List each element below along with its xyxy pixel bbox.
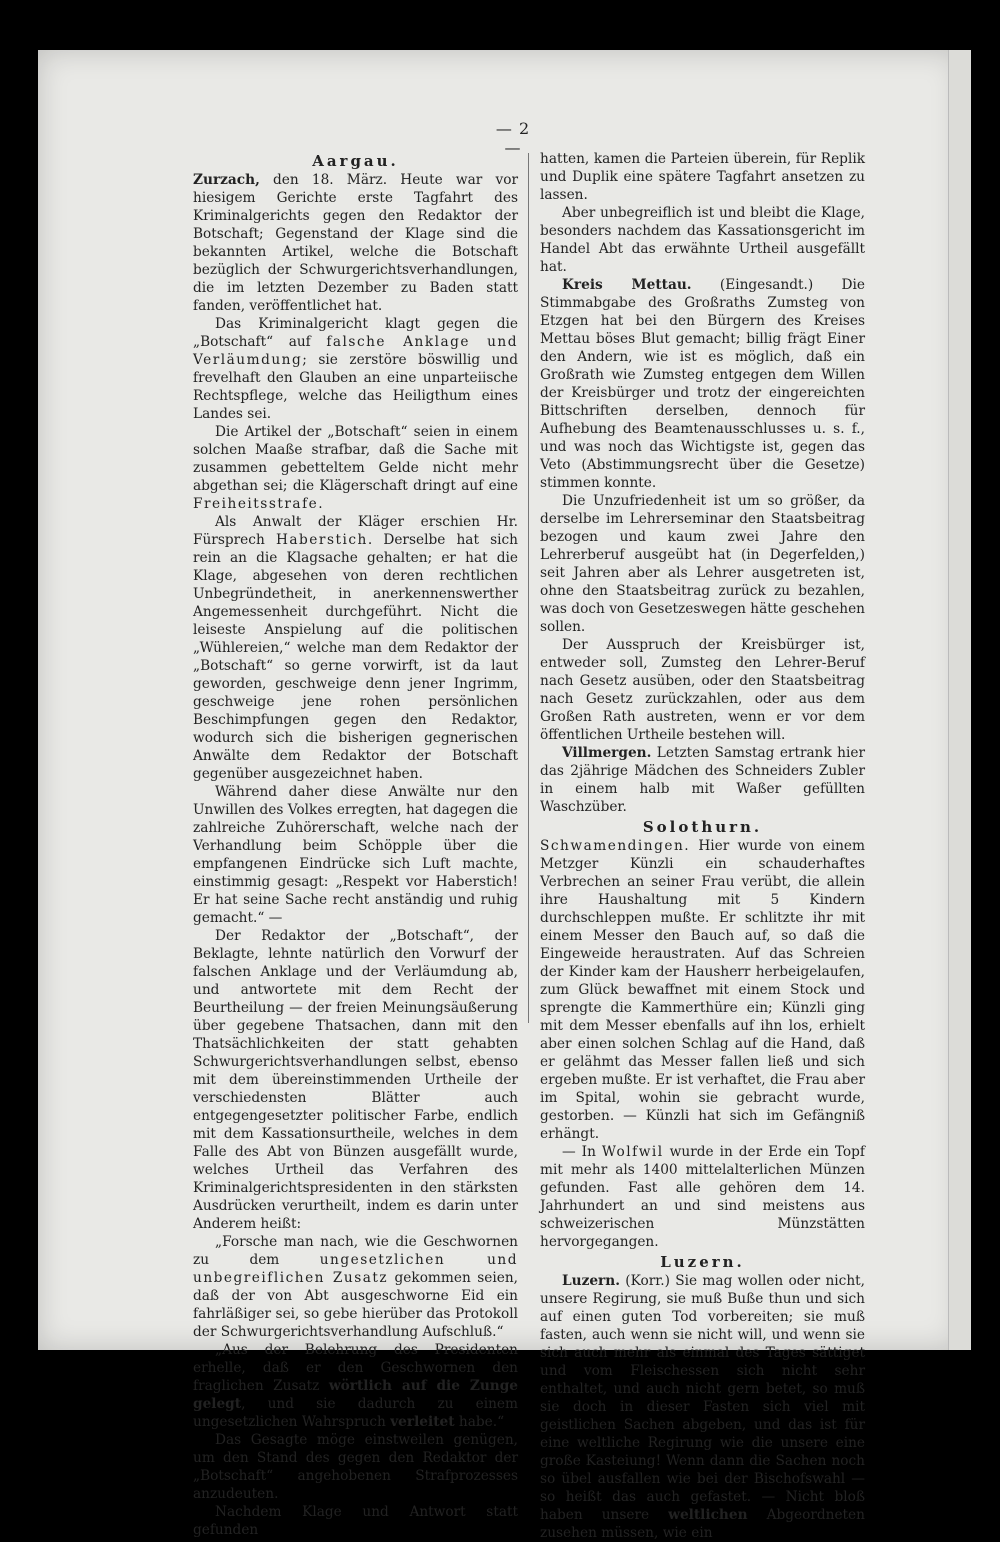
paragraph: Das Kriminalgericht klagt gegen die „Botschaft“ auf falsche Anklage und Verläumdung; sie zerstöre böswillig und frevelhaft den Glauben an eine unparteiische Rechtspflege, welche das Heiligthum eines Landes sei.	[193, 316, 518, 422]
paragraph: Während daher diese Anwälte nur den Unwillen des Volkes erregten, hat dagegen die zahlreiche Zuhörerschaft, welche nach der Verhandlung beim Schöpple über die empfangenen Eindrücke sich Luft machte, einstimmig gesagt: „Respekt vor Haberstich! Er hat seine Sache recht anständig und ruhig gemacht.“ —	[193, 784, 518, 926]
place-luzern: Luzern.	[562, 1273, 620, 1289]
article-kreis-mettau: Kreis Mettau. (Eingesandt.) Die Stimmabgabe des Großraths Zumsteg von Etzgen hat bei den Bürgern des Kreises Mettau böses Blut gemacht; billig frägt Einer den Andern, wie ist es möglich, daß ein Großrath wie Zumsteg entgegen dem Willen der Kreisbürger und trotz der eingereichten Bittschriften derselben, dennoch für Aufhebung des Beamtenausschlusses u. s. f., und was noch das Wichtigste ist, gegen das Veto (Abstimmungsrecht über die Gesetze) stimmen konnte.	[540, 277, 866, 491]
page-number: — 2 —	[495, 119, 531, 157]
article-villmergen: Villmergen. Letzten Samstag ertrank hier das 2jährige Mädchen des Schneiders Zubler in einem halb mit Waßer gefüllten Waschzüber.	[540, 745, 865, 815]
quote-paragraph: „Aus der Belehrung des Presidenten erhelle, daß er den Geschwornen den fraglichen Zusatz wörtlich auf die Zunge gelegt, und sie dadurch zu einem ungesetzlichen Wahrspruch verleitet habe.“	[193, 1342, 519, 1430]
left-column	[193, 150, 518, 1539]
heading-solothurn: Solothurn.	[642, 818, 763, 836]
place-zurzach: Zurzach,	[193, 172, 260, 188]
article-zurzach: Zurzach, den 18. März. Heute war vor hiesigem Gerichte erste Tagfahrt des Kriminalgerichts gegen den Redaktor der Botschaft; Gegenstand der Klage sind die bekannten Artikel, welche die Botschaft bezüglich der Schwurgerichtsverhandlungen, die im letzten Dezember zu Baden statt fanden, veröffentlichet hat.	[193, 172, 518, 314]
paragraph: Das Gesagte möge einstweilen genügen, um den Stand des gegen den Redaktor der „Botschaft“ angehobenen Strafprozesses anzudeuten.	[193, 1432, 518, 1502]
paragraph: hatten, kamen die Parteien überein, für Replik und Duplik eine spätere Tagfahrt ansetzen zu lassen.	[540, 151, 865, 203]
paragraph: Nachdem Klage und Antwort statt gefunden	[193, 1504, 518, 1538]
heading-aargau: Aargau.	[312, 152, 399, 170]
place-schwamendingen: Schwamendingen.	[540, 838, 691, 854]
article-luzern: Luzern. (Korr.) Sie mag wollen oder nicht, unsere Regirung, sie muß Buße thun und sich auf einen guten Tod vorbereiten; sie muß fasten, auch wenn sie nicht will, und wenn sie sich auch mehr als einmal des Tages sättiget und vom Fleischessen sich nicht sehr enthaltet, und auch nicht gern betet, so muß sie doch in dieser Fasten sich viel mit geistlichen Sachen abgeben, und das ist für eine weltliche Regirung wie die unsere eine große Kasteiung! Wenn dann die Sachen noch so übel ausfallen wie bei der Bischofswahl — so heißt das auch gefastet. — Nicht bloß haben unsere weltlichen Abgeordneten zusehen müssen, wie ein	[540, 1273, 865, 1541]
quote-paragraph: „Forsche man nach, wie die Geschwornen zu dem ungesetzlichen und unbegreiflichen Zusatz gekommen seien, daß der von Abt ausgeschworne Eid ein fahrläßiger sei, so gebe hierüber das Protokoll der Schwurgerichtsverhandlung Aufschluß.“	[193, 1234, 518, 1340]
paragraph: Als Anwalt der Kläger erschien Hr. Fürsprech Haberstich. Derselbe hat sich rein an die Klagsache gehalten; er hat die Klage, abgesehen von deren rechtlichen Unbegründetheit, in anerkennenswerther Angemessenheit durchgeführt. Nicht die leiseste Anspielung auf die politischen „Wühlereien,“ welche man dem Redaktor der „Botschaft“ so gerne vorwirft, ist da laut geworden, geschweige denn jener Ingrimm, geschweige jene rohen persönlichen Beschimpfungen gegen den Redaktor, wodurch sich die bisherigen gegnerischen Anwälte dem Redaktor der Botschaft gegenüber ausgezeichnet haben.	[193, 514, 518, 782]
article-schwamendingen: Schwamendingen. Hier wurde von einem Metzger Künzli ein schauderhaftes Verbrechen an seiner Frau verübt, die allein ihre Haushaltung mit 5 Kindern durchschleppen mußte. Er schlitzte ihr mit einem Messer den Bauch auf, so daß die Eingeweide heraustraten. Auf das Schreien der Kinder kam der Hausherr herbeigelaufen, zum Glück bewaffnet mit einem Stock und sprengte die Kammerthüre ein; Künzli ging mit dem Messer ebenfalls auf ihn los, erhielt aber einen solchen Schlag auf die Hand, daß er gelähmt das Messer fallen ließ und sich ergeben mußte. Er ist verhaftet, die Frau aber im Spital, wohin sie gebracht wurde, gestorben. — Künzli hat sich im Gefängniß erhängt.	[540, 838, 865, 1142]
paragraph: Aber unbegreiflich ist und bleibt die Klage, besonders nachdem das Kassationsgericht im Handel Abt das erwähnte Urtheil ausgefällt hat.	[540, 205, 865, 275]
place-villmergen: Villmergen.	[562, 745, 652, 761]
paragraph: Die Artikel der „Botschaft“ seien in einem solchen Maaße strafbar, daß die Sache mit zusammen gebetteltem Gelde nicht mehr abgethan sei; die Klägerschaft dringt auf eine Freiheitsstrafe.	[193, 424, 518, 512]
column-divider	[528, 153, 529, 1023]
paragraph: Die Unzufriedenheit ist um so größer, da derselbe im Lehrerseminar den Staatsbeitrag bezogen und kaum zwei Jahre den Lehrerberuf ausgeübt hat (in Degerfelden,) seit Jahren aber als Lehrer ausgetreten ist, ohne den Staatsbeitrag zurück zu bezahlen, was doch von Gesetzeswegen hätte geschehen sollen.	[540, 493, 865, 635]
paragraph: Der Redaktor der „Botschaft“, der Beklagte, lehnte natürlich den Vorwurf der falschen Anklage und der Verläumdung ab, und antwortete mit dem Recht der Beurtheilung — der freien Meinungsäußerung über gegebene Thatsachen, dann mit den Thatsächlichkeiten der statt gehabten Schwurgerichtsverhandlungen selbst, ebenso mit dem übereinstimmenden Urtheile der verschiedensten Blätter auch entgegengesetzter politischer Farbe, endlich mit dem Kassationsurtheile, welches in dem Falle des Abt von Bünzen ausgefällt wurde, welches Urtheil das Verfahren des Kriminalgerichtspresidenten in den stärksten Ausdrücken verurtheilt, indem es darin unter Anderem heißt:	[193, 928, 518, 1232]
adjacent-page-edge	[948, 50, 971, 1350]
heading-luzern: Luzern.	[660, 1253, 745, 1271]
right-column	[540, 150, 865, 1542]
article-wolfwil: — In Wolfwil wurde in der Erde ein Topf mit mehr als 1400 mittelalterlichen Münzen gefunden. Fast alle gehören dem 14. Jahrhundert an und sind meistens aus schweizerischen Münzstätten hervorgegangen.	[540, 1144, 865, 1250]
place-kreis-mettau: Kreis Mettau.	[562, 277, 692, 293]
paragraph: Der Ausspruch der Kreisbürger ist, entweder soll, Zumsteg den Lehrer-Beruf nach Gesetz ausüben, oder den Staatsbeitrag nach Gesetz zurückzahlen, oder aus dem Großen Rath austreten, wenn er vor dem öffentlichen Urtheile bestehen will.	[540, 637, 865, 743]
